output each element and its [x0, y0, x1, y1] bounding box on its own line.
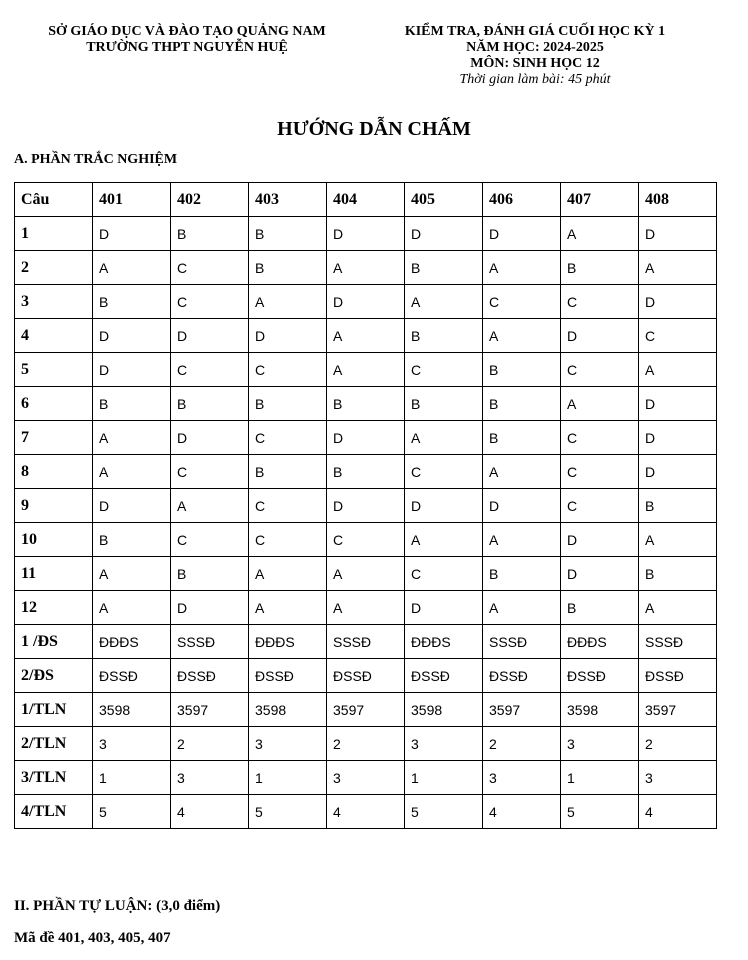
answer-cell: SSSĐ	[483, 625, 561, 659]
answer-cell: B	[405, 251, 483, 285]
answer-cell: 5	[561, 795, 639, 829]
answer-cell: B	[249, 455, 327, 489]
header-exam-code: 405	[405, 183, 483, 217]
header-exam-code: 404	[327, 183, 405, 217]
school-year: NĂM HỌC: 2024-2025	[466, 40, 604, 55]
answer-cell: ĐSSĐ	[561, 659, 639, 693]
answer-cell: B	[483, 421, 561, 455]
answer-cell: B	[483, 353, 561, 387]
table-row	[15, 387, 717, 421]
question-cell: 1/TLN	[15, 693, 93, 727]
answer-cell: B	[483, 387, 561, 421]
question-cell: 7	[15, 421, 93, 455]
answer-cell: C	[171, 353, 249, 387]
exam-name: KIỂM TRA, ĐÁNH GIÁ CUỐI HỌC KỲ 1	[404, 24, 666, 39]
answer-cell: 4	[483, 795, 561, 829]
answer-cell: A	[639, 251, 717, 285]
answer-cell: D	[405, 591, 483, 625]
answer-cell: C	[561, 421, 639, 455]
answer-cell: C	[405, 557, 483, 591]
question-cell: 12	[15, 591, 93, 625]
answer-cell: B	[327, 455, 405, 489]
answer-cell: SSSĐ	[171, 625, 249, 659]
answer-cell: A	[93, 591, 171, 625]
exam-header	[380, 24, 690, 88]
answer-cell: 1	[405, 761, 483, 795]
answer-cell: D	[249, 319, 327, 353]
answer-cell: 3	[561, 727, 639, 761]
answer-cell: ĐSSĐ	[483, 659, 561, 693]
answer-cell: D	[561, 319, 639, 353]
answer-cell: C	[561, 353, 639, 387]
answer-cell: C	[561, 489, 639, 523]
answer-cell: A	[405, 285, 483, 319]
answer-cell: D	[483, 489, 561, 523]
answer-cell: B	[405, 387, 483, 421]
answer-cell: A	[93, 421, 171, 455]
answer-cell: D	[561, 557, 639, 591]
answer-cell: D	[639, 387, 717, 421]
answer-cell: D	[171, 591, 249, 625]
answer-cell: C	[483, 285, 561, 319]
answer-cell: 3597	[639, 693, 717, 727]
table-row	[15, 455, 717, 489]
answer-cell: 5	[405, 795, 483, 829]
answer-cell: ĐSSĐ	[249, 659, 327, 693]
header-exam-code: 402	[171, 183, 249, 217]
answer-cell: C	[249, 523, 327, 557]
table-row	[15, 591, 717, 625]
answer-cell: D	[327, 285, 405, 319]
answer-cell: B	[249, 251, 327, 285]
answer-cell: 3	[93, 727, 171, 761]
answer-cell: D	[171, 319, 249, 353]
header-exam-code: 406	[483, 183, 561, 217]
question-cell: 1 /ĐS	[15, 625, 93, 659]
answer-cell: 4	[639, 795, 717, 829]
table-row	[15, 319, 717, 353]
table-row	[15, 217, 717, 251]
answer-cell: C	[171, 285, 249, 319]
table-row	[15, 489, 717, 523]
answer-cell: A	[171, 489, 249, 523]
question-cell: 2/TLN	[15, 727, 93, 761]
answer-cell: ĐĐĐS	[249, 625, 327, 659]
question-cell: 2	[15, 251, 93, 285]
answer-cell: C	[561, 455, 639, 489]
table-row	[15, 625, 717, 659]
exam-codes: Mã đề 401, 403, 405, 407	[14, 930, 171, 946]
answer-key-table	[14, 182, 717, 829]
answer-cell: D	[171, 421, 249, 455]
answer-cell: D	[639, 217, 717, 251]
answer-cell: 2	[327, 727, 405, 761]
answer-cell: D	[93, 217, 171, 251]
answer-cell: B	[639, 489, 717, 523]
question-cell: 8	[15, 455, 93, 489]
question-cell: 2/ĐS	[15, 659, 93, 693]
answer-cell: 2	[171, 727, 249, 761]
answer-cell: ĐSSĐ	[639, 659, 717, 693]
answer-cell: 5	[249, 795, 327, 829]
answer-cell: A	[93, 455, 171, 489]
answer-cell: D	[405, 217, 483, 251]
question-cell: 5	[15, 353, 93, 387]
school-name: TRƯỜNG THPT NGUYỄN HUỆ	[86, 40, 288, 55]
answer-cell: 2	[639, 727, 717, 761]
header-exam-code: 407	[561, 183, 639, 217]
answer-cell: 1	[249, 761, 327, 795]
answer-cell: A	[249, 557, 327, 591]
answer-cell: D	[93, 319, 171, 353]
answer-cell: 3598	[93, 693, 171, 727]
answer-cell: 4	[327, 795, 405, 829]
exam-duration: Thời gian làm bài: 45 phút	[459, 72, 611, 87]
table-row	[15, 285, 717, 319]
question-cell: 4	[15, 319, 93, 353]
table-row	[15, 727, 717, 761]
answer-cell: A	[327, 319, 405, 353]
table-row	[15, 761, 717, 795]
answer-cell: A	[327, 591, 405, 625]
answer-cell: ĐSSĐ	[93, 659, 171, 693]
table-row	[15, 523, 717, 557]
answer-cell: A	[249, 591, 327, 625]
answer-cell: A	[483, 523, 561, 557]
answer-cell: B	[171, 217, 249, 251]
header-exam-code: 408	[639, 183, 717, 217]
answer-cell: 3	[327, 761, 405, 795]
answer-cell: 3597	[327, 693, 405, 727]
table-header-row	[15, 183, 717, 217]
answer-cell: A	[249, 285, 327, 319]
answer-cell: A	[483, 251, 561, 285]
answer-cell: C	[171, 455, 249, 489]
answer-cell: C	[405, 455, 483, 489]
answer-cell: C	[249, 353, 327, 387]
answer-cell: 1	[93, 761, 171, 795]
answer-cell: D	[639, 285, 717, 319]
answer-cell: D	[327, 217, 405, 251]
table-row	[15, 251, 717, 285]
answer-cell: C	[561, 285, 639, 319]
answer-cell: 3	[639, 761, 717, 795]
answer-cell: D	[93, 489, 171, 523]
answer-cell: 3598	[405, 693, 483, 727]
answer-cell: A	[561, 217, 639, 251]
answer-cell: A	[639, 353, 717, 387]
answer-cell: ĐSSĐ	[327, 659, 405, 693]
table-row	[15, 421, 717, 455]
answer-cell: C	[327, 523, 405, 557]
answer-cell: B	[561, 591, 639, 625]
answer-cell: B	[171, 387, 249, 421]
answer-cell: D	[483, 217, 561, 251]
answer-cell: B	[483, 557, 561, 591]
answer-cell: 1	[561, 761, 639, 795]
question-cell: 6	[15, 387, 93, 421]
answer-cell: B	[327, 387, 405, 421]
answer-cell: 3	[171, 761, 249, 795]
header-exam-code: 401	[93, 183, 171, 217]
answer-cell: A	[483, 455, 561, 489]
answer-cell: C	[639, 319, 717, 353]
answer-cell: A	[93, 557, 171, 591]
answer-cell: D	[327, 421, 405, 455]
answer-cell: C	[171, 523, 249, 557]
answer-cell: A	[639, 591, 717, 625]
answer-cell: B	[93, 285, 171, 319]
question-cell: 10	[15, 523, 93, 557]
answer-cell: ĐĐĐS	[93, 625, 171, 659]
question-cell: 3/TLN	[15, 761, 93, 795]
answer-cell: 3598	[561, 693, 639, 727]
answer-cell: 3597	[483, 693, 561, 727]
table-row	[15, 795, 717, 829]
answer-cell: C	[171, 251, 249, 285]
school-header	[22, 24, 352, 56]
answer-cell: B	[639, 557, 717, 591]
answer-cell: A	[327, 557, 405, 591]
answer-cell: D	[327, 489, 405, 523]
department-name: SỞ GIÁO DỤC VÀ ĐÀO TẠO QUẢNG NAM	[48, 24, 326, 39]
answer-cell: ĐSSĐ	[405, 659, 483, 693]
answer-cell: A	[405, 421, 483, 455]
answer-cell: 2	[483, 727, 561, 761]
answer-cell: 3597	[171, 693, 249, 727]
answer-cell: A	[93, 251, 171, 285]
answer-cell: A	[483, 591, 561, 625]
answer-cell: C	[249, 421, 327, 455]
document-title: HƯỚNG DẪN CHẤM	[277, 118, 471, 140]
answer-cell: A	[405, 523, 483, 557]
answer-cell: SSSĐ	[639, 625, 717, 659]
answer-cell: D	[561, 523, 639, 557]
subject: MÔN: SINH HỌC 12	[470, 56, 600, 71]
answer-cell: SSSĐ	[327, 625, 405, 659]
answer-cell: D	[93, 353, 171, 387]
header-exam-code: 403	[249, 183, 327, 217]
question-cell: 4/TLN	[15, 795, 93, 829]
answer-cell: A	[327, 353, 405, 387]
answer-cell: B	[93, 387, 171, 421]
answer-cell: D	[639, 455, 717, 489]
question-cell: 11	[15, 557, 93, 591]
header-question: Câu	[15, 183, 93, 217]
answer-cell: 4	[171, 795, 249, 829]
answer-cell: C	[405, 353, 483, 387]
answer-cell: B	[249, 387, 327, 421]
answer-cell: ĐĐĐS	[405, 625, 483, 659]
table-row	[15, 557, 717, 591]
answer-cell: A	[561, 387, 639, 421]
answer-cell: B	[561, 251, 639, 285]
answer-cell: B	[405, 319, 483, 353]
table-row	[15, 353, 717, 387]
answer-cell: 5	[93, 795, 171, 829]
answer-cell: A	[483, 319, 561, 353]
answer-cell: 3	[483, 761, 561, 795]
answer-cell: ĐĐĐS	[561, 625, 639, 659]
section-a-heading: A. PHẦN TRẮC NGHIỆM	[14, 152, 178, 167]
answer-cell: D	[639, 421, 717, 455]
answer-cell: 3	[249, 727, 327, 761]
question-cell: 3	[15, 285, 93, 319]
answer-cell: A	[639, 523, 717, 557]
answer-cell: B	[93, 523, 171, 557]
answer-cell: A	[327, 251, 405, 285]
answer-cell: 3	[405, 727, 483, 761]
answer-cell: C	[249, 489, 327, 523]
table-row	[15, 659, 717, 693]
answer-cell: B	[249, 217, 327, 251]
question-cell: 1	[15, 217, 93, 251]
answer-cell: B	[171, 557, 249, 591]
question-cell: 9	[15, 489, 93, 523]
answer-cell: 3598	[249, 693, 327, 727]
table-row	[15, 693, 717, 727]
answer-cell: ĐSSĐ	[171, 659, 249, 693]
section-ii-heading: II. PHẦN TỰ LUẬN: (3,0 điểm)	[14, 898, 221, 914]
answer-cell: D	[405, 489, 483, 523]
